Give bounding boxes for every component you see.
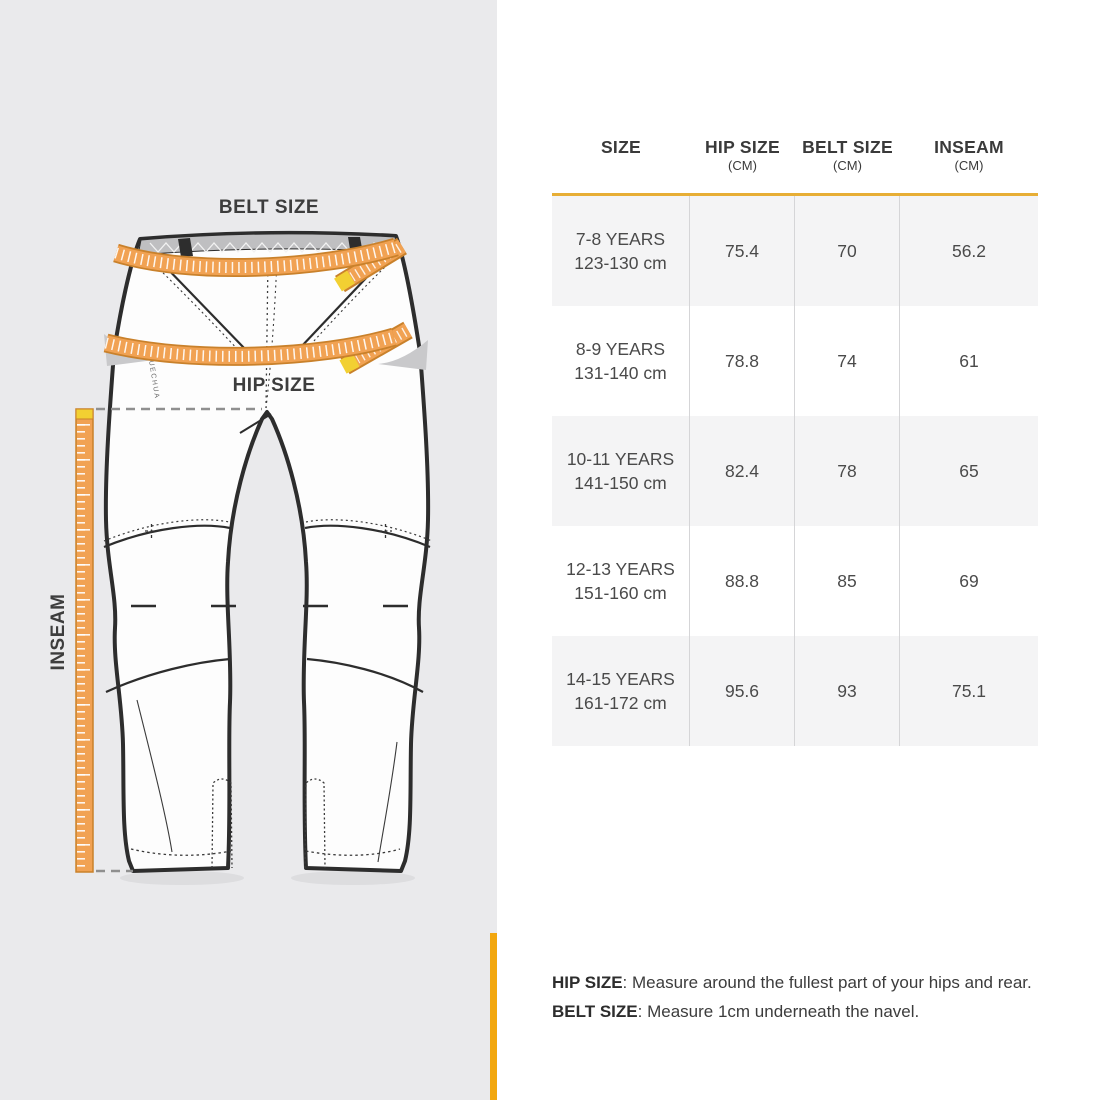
cell-inseam: 61 [959, 351, 979, 371]
cell-hip-size: 78.8 [690, 306, 795, 416]
cell-size: 7-8 YEARS 123-130 cm [552, 196, 690, 306]
header-size: SIZE [600, 137, 642, 157]
notes-accent-bar [490, 933, 497, 1100]
pants-outline [106, 233, 428, 871]
cell-hip-size: 88.8 [690, 526, 795, 636]
measurement-notes [552, 969, 1072, 1026]
cell-belt-size: 93 [795, 636, 900, 746]
cell-hip-size: 82.4 [690, 416, 795, 526]
belt-size-note: BELT SIZE: Measure 1cm underneath the navel. [552, 1001, 920, 1021]
cell-inseam: 56.2 [951, 241, 987, 261]
table-row [552, 416, 1038, 526]
header-belt-size: BELT SIZE (CM) [802, 137, 893, 173]
cell-belt-size: 85 [795, 526, 900, 636]
table-row [552, 196, 1038, 306]
cell-size: 10-11 YEARS 141-150 cm [552, 416, 690, 526]
table-row [552, 306, 1038, 416]
cell-inseam: 69 [959, 571, 979, 591]
illustration-panel [0, 0, 497, 1100]
cell-belt-size: 74 [795, 306, 900, 416]
belt-size-label: BELT SIZE [218, 197, 320, 218]
inseam-ruler [76, 409, 93, 872]
cell-belt-size: 78 [795, 416, 900, 526]
left-hem-shadow [120, 871, 244, 885]
size-table [552, 136, 1038, 746]
cell-inseam: 65 [959, 461, 979, 481]
header-hip-size: HIP SIZE (CM) [704, 137, 780, 173]
inseam-label: INSEAM [48, 593, 69, 671]
table-row [552, 636, 1038, 746]
pants-illustration [0, 0, 497, 1100]
table-header-row [552, 136, 1038, 174]
table-row [552, 526, 1038, 636]
brand-text: QUECHUA [146, 353, 161, 400]
hip-size-label: HIP SIZE [232, 375, 316, 396]
hip-size-note: HIP SIZE: Measure around the fullest part of your hips and rear. [552, 973, 1032, 992]
cell-hip-size: 95.6 [690, 636, 795, 746]
cell-hip-size: 75.4 [690, 196, 795, 306]
right-hem-shadow [291, 871, 415, 885]
cell-belt-size: 70 [795, 196, 900, 306]
cell-size: 14-15 YEARS 161-172 cm [552, 636, 690, 746]
header-inseam: INSEAM (CM) [934, 137, 1004, 173]
cell-inseam: 75.1 [951, 681, 987, 701]
cell-size: 12-13 YEARS 151-160 cm [552, 526, 690, 636]
cell-size: 8-9 YEARS 131-140 cm [552, 306, 690, 416]
